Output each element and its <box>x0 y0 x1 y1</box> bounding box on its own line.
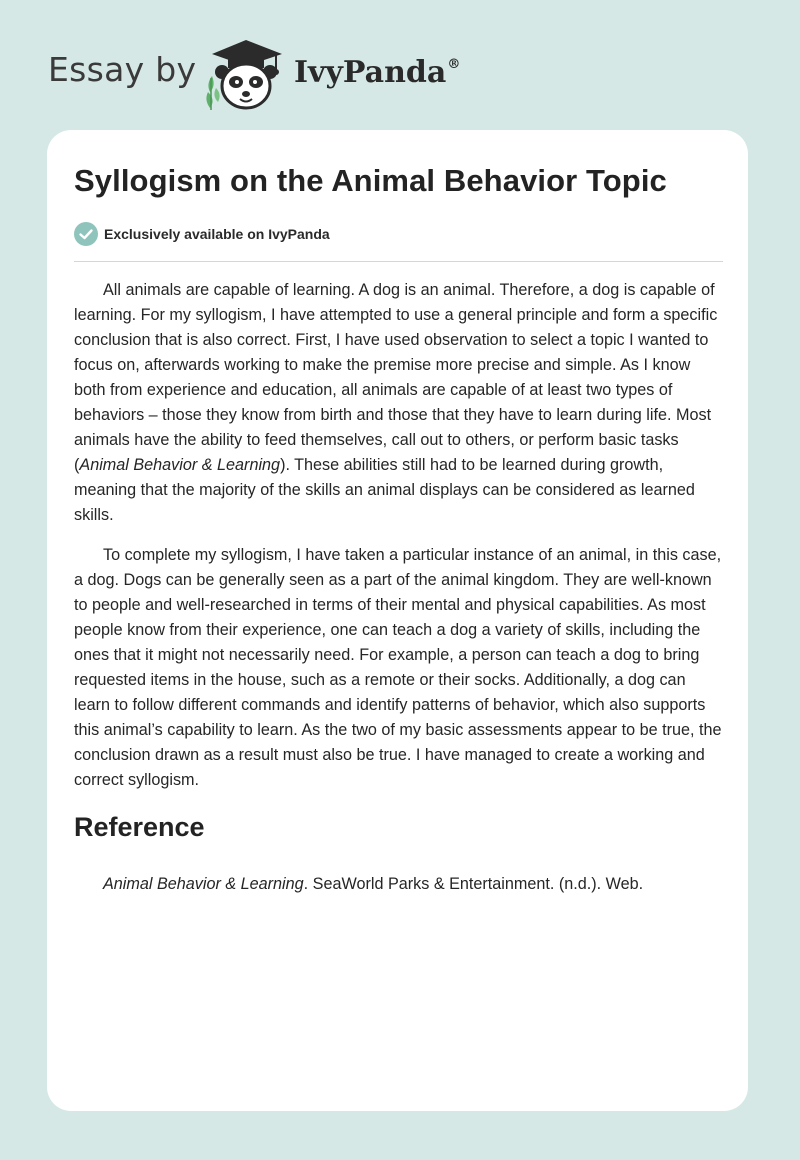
reference-heading: Reference <box>74 812 205 842</box>
paragraph-2: To complete my syllogism, I have taken a particular instance of an animal, in this case, a dog. Dogs can be generally seen as a part of the animal kingdom. They are well-known to people and well-researched in terms of their mental and physical capabilities. As most people know from their experience, one can teach a dog a variety of skills, including the ones that it might not necessarily need. For example, a person can teach a dog to bring requested items in the house, such as a remote or their socks. Additionally, a dog can learn to follow different commands and identify patterns of behavior, which also supports this animal’s capability to learn. As the two of my basic assessments appear to be true, the conclusion drawn as a result must also be true. I have managed to create a working and correct syllogism. <box>74 546 722 789</box>
essay-title: Syllogism on the Animal Behavior Topic <box>74 163 667 198</box>
essay-card <box>47 130 748 1111</box>
reference-details: . SeaWorld Parks & Entertainment. (n.d.). Web. <box>303 875 644 893</box>
exclusive-badge <box>74 222 330 246</box>
brand-name[interactable] <box>294 55 460 90</box>
brand-label: IvyPanda <box>294 55 447 90</box>
paragraph-1-citation: Animal Behavior & Learning <box>79 456 281 474</box>
essay-body <box>74 278 724 808</box>
checkmark-badge-icon <box>74 222 98 246</box>
ivypanda-logo-icon[interactable] <box>202 36 286 112</box>
exclusive-badge-label: Exclusively available on IvyPanda <box>104 226 330 242</box>
paragraph-1 <box>74 278 724 528</box>
essay-by-label: Essay by <box>48 50 197 89</box>
reference-title: Animal Behavior & Learning <box>103 875 304 893</box>
paragraph-1-text-a: All animals are capable of learning. A dog is an animal. Therefore, a dog is capable of learning. For my syllogism, I have attempted to use a general principle and form a specific conclusion that is also correct. First, I have used observation to select a topic I wanted to focus on, afterwards working to make the premise more precise and simple. As I know both from experience and education, all animals are capable of at least two types of behaviors – those they know from birth and those that they have to learn during life. Most animals have the ability to feed themselves, call out to others, or perform basic tasks ( <box>74 281 718 474</box>
title-divider <box>74 261 723 262</box>
site-header <box>0 0 800 130</box>
reference-item <box>103 872 723 897</box>
registered-mark: ® <box>447 57 461 72</box>
paragraph-1-text-b: ). These abilities still had to be learned during growth, meaning that the majority of the skills an animal displays can be considered as learned skills. <box>74 456 695 524</box>
